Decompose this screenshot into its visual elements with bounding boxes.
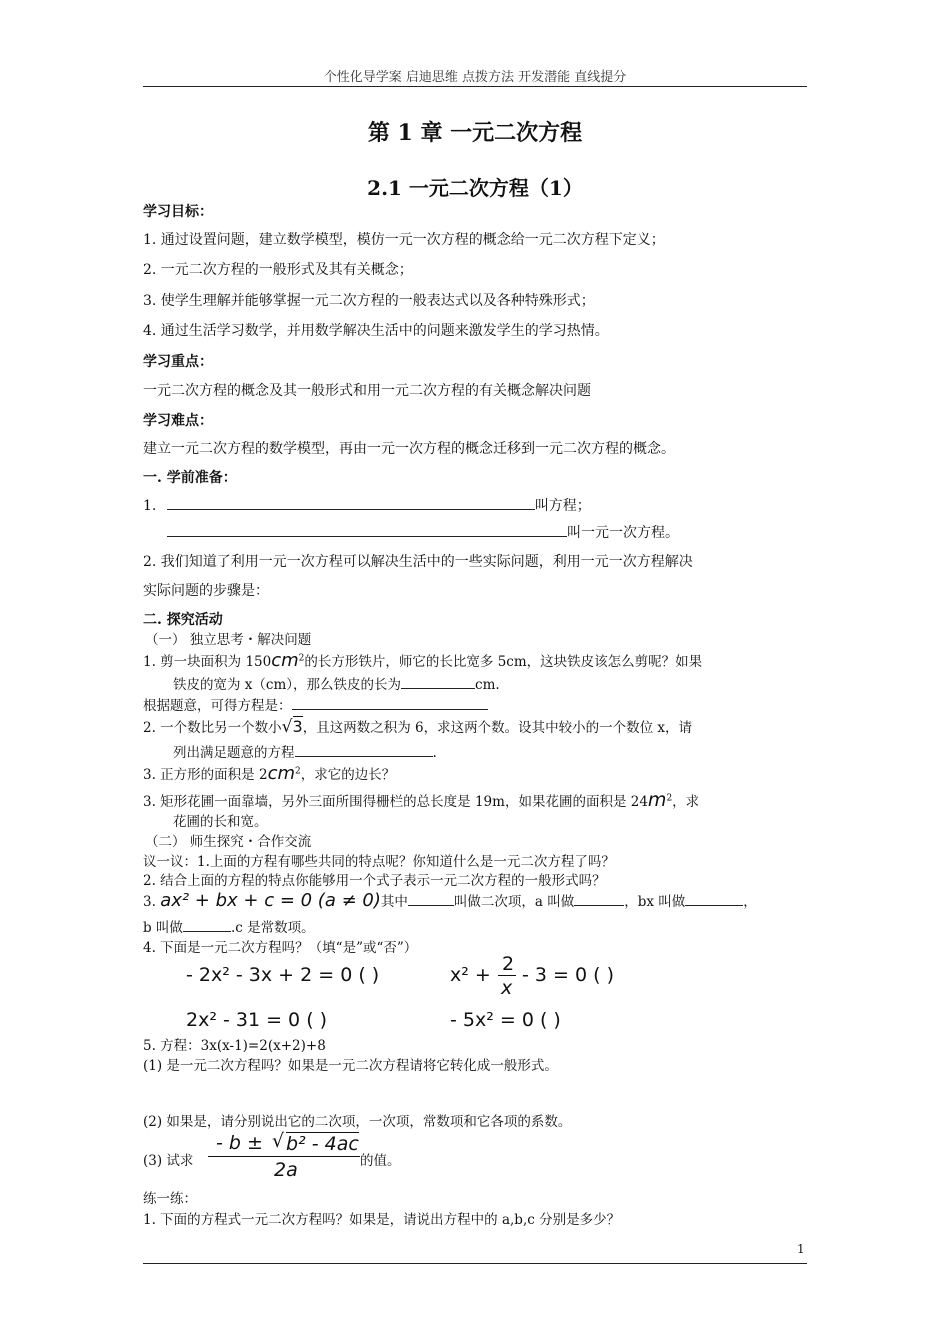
discuss-3-text-c: ，bx 叫做 (624, 894, 686, 910)
problem-2-line2 (173, 741, 437, 761)
problem-1-line2 (173, 673, 500, 693)
focus-text: 一元二次方程的概念及其一般形式和用一元二次方程的有关概念解决问题 (143, 383, 591, 399)
discuss-3-text-f: .c 是常数项。 (230, 920, 315, 936)
equation-2-right: - 3 = 0 ( ) (522, 964, 614, 986)
problem-3 (143, 763, 395, 784)
problem-2-text-c: 列出满足题意的方程 (173, 745, 295, 761)
equation-2-left: x² + (450, 964, 491, 986)
section-title: 2.1 一元二次方程（1） (367, 176, 583, 200)
problem-4-text-a: 3. 矩形花圃一面靠墙，另外三面所围得栅栏的总长度是 19m，如果花圃的面积是 24 (143, 794, 648, 810)
unit-sup: 2 (298, 653, 305, 664)
sqrt-radicand: 3 (292, 717, 303, 736)
equation-3: 2x² - 31 = 0 ( ) (186, 1009, 328, 1031)
difficulty-text: 建立一元二次方程的数学模型，再由一元一次方程的概念迁移到一元二次方程的概念。 (143, 441, 675, 457)
equation-2-numerator: 2 (502, 953, 515, 975)
problem-2-text-a: 2. 一个数比另一个数小 (143, 720, 282, 736)
fraction-bar (498, 975, 516, 976)
formula-radicand: b² - 4ac (286, 1133, 359, 1155)
prep-q1-a: 叫方程； (534, 498, 591, 514)
discuss-3-num: 3. (143, 894, 156, 910)
prep-q1-line2 (143, 522, 679, 542)
unit-m: m (647, 789, 667, 811)
discuss-3-text-d: ， (743, 894, 757, 910)
discuss-3-text-b: 叫做二次项，a 叫做 (453, 894, 575, 910)
quadratic-formula (206, 1130, 359, 1182)
unit-sup: 2 (666, 793, 673, 804)
problem-1-text-b: 的长方形铁片，师它的长比宽多 5cm，这块铁皮该怎么剪呢？如果 (304, 654, 703, 670)
problem-3-text-a: 3. 正方形的面积是 2 (143, 767, 268, 783)
problem-4-line1 (143, 789, 699, 811)
formula-fraction-bar (208, 1156, 360, 1157)
blank-quadratic-term[interactable] (408, 891, 454, 906)
difficulty-label: 学习难点： (143, 413, 213, 429)
equation-1: - 2x² - 3x + 2 = 0 ( ) (186, 964, 380, 986)
blank-bx-name[interactable] (685, 891, 743, 906)
discuss-2: 2. 结合上面的方程的特点你能够用一个式子表示一元二次方程的一般形式吗？ (143, 873, 606, 889)
equation-2-denominator: x (501, 977, 513, 999)
blank-b-name[interactable] (183, 917, 231, 932)
page-number: 1 (797, 1242, 805, 1256)
unit-sup: 2 (295, 766, 301, 777)
discuss-4: 4. 下面是一元二次方程吗？（填“是”或“否”） (143, 940, 418, 956)
problem-2-line1 (143, 716, 692, 737)
discuss-3-text-a: 其中 (380, 894, 408, 910)
discuss-3-line2 (143, 916, 315, 936)
prep-q1-b: 叫一元一次方程。 (567, 525, 679, 541)
problem-1-text-a: 1. 剪一块面积为 150 (143, 654, 272, 670)
blank-definition-linear[interactable] (167, 522, 567, 537)
problem-1-line1 (143, 650, 702, 671)
goal-item: 2. 一元二次方程的一般形式及其有关概念； (143, 262, 413, 278)
discuss-5: 5. 方程：3x(x-1)=2(x+2)+8 (143, 1038, 326, 1054)
problem-3-text-b: ，求它的边长？ (300, 767, 396, 783)
prep-q2-line1: 2. 我们知道了利用一元一次方程可以解决生活中的一些实际问题，利用一元一次方程解决 (143, 554, 693, 570)
discuss-3-text-e: b 叫做 (143, 920, 183, 936)
goals-label: 学习目标： (143, 204, 213, 220)
unit-cm: cm (267, 763, 295, 784)
problem-2-text-b: ，且这两数之积为 6，求这两个数。设其中较小的一个数位 x，请 (302, 720, 692, 736)
prep-q1-num: 1. (143, 498, 157, 514)
general-form-formula: ax² + bx + c = 0 (a ≠ 0) (160, 890, 381, 911)
discuss-5-3-tail: 的值。 (360, 1153, 401, 1169)
header-rule (143, 86, 807, 87)
focus-label: 学习重点： (143, 354, 213, 370)
explore-sub2: （二） 师生探究・合作交流 (145, 834, 312, 850)
discuss-5-3-label: (3) 试求 (143, 1153, 194, 1169)
blank-definition-equation[interactable] (167, 495, 535, 510)
blank-length[interactable] (401, 674, 475, 689)
goal-item: 4. 通过生活学习数学，并用数学解决生活中的问题来激发学生的学习热情。 (143, 323, 609, 339)
practice-1: 1. 下面的方程式一元二次方程吗？如果是，请说出方程中的 a,b,c 分别是多少？ (143, 1212, 621, 1228)
blank-equation-2[interactable] (295, 742, 433, 757)
unit-cm: cm (271, 650, 299, 671)
explore-label: 二. 探究活动 (143, 612, 223, 628)
goal-item: 3. 使学生理解并能够掌握一元二次方程的一般表达式以及各种特殊形式； (143, 293, 595, 309)
problem-4-text-b: ，求 (672, 794, 700, 810)
discuss-3-line1 (143, 890, 757, 911)
prep-q1-line1 (143, 495, 591, 515)
explore-sub1: （一） 独立思考・解决问题 (145, 632, 312, 648)
problem-1-text-c: 铁皮的宽为 x（cm），那么铁皮的长为 (173, 677, 402, 693)
problem-1-line3 (143, 694, 488, 714)
prep-label: 一. 学前准备： (143, 470, 237, 486)
discuss-1: 议一议：1.上面的方程有哪些共同的特点呢？你知道什么是一元二次方程了吗？ (143, 854, 615, 870)
problem-4-line2: 花圃的长和宽。 (173, 814, 268, 830)
prep-q2-line2: 实际问题的步骤是： (143, 583, 269, 599)
discuss-5-2: (2) 如果是，请分别说出它的二次项，一次项，常数项和它各项的系数。 (143, 1114, 572, 1130)
equation-4: - 5x² = 0 ( ) (450, 1009, 561, 1031)
problem-2-text-d: . (432, 745, 437, 761)
problem-1-text-e: 根据题意，可得方程是： (143, 698, 292, 714)
footer-rule (143, 1263, 807, 1264)
blank-a-name[interactable] (574, 891, 624, 906)
formula-denominator: 2a (274, 1159, 298, 1181)
practice-label: 练一练： (143, 1191, 197, 1207)
chapter-title: 第 1 章 一元二次方程 (367, 120, 583, 146)
page-header: 个性化导学案 启迪思维 点拨方法 开发潜能 直线提分 (323, 70, 627, 85)
formula-numerator-a: - b ± (216, 1132, 263, 1154)
blank-equation-1[interactable] (292, 695, 488, 710)
goal-item: 1. 通过设置问题，建立数学模型，模仿一元一次方程的概念给一元二次方程下定义； (143, 232, 665, 248)
discuss-5-1: (1) 是一元二次方程吗？如果是一元二次方程请将它转化成一般形式。 (143, 1058, 558, 1074)
formula-sqrt-symbol: √ (272, 1130, 285, 1152)
problem-1-text-d: cm. (475, 677, 500, 693)
sqrt-symbol: √ (281, 717, 293, 737)
